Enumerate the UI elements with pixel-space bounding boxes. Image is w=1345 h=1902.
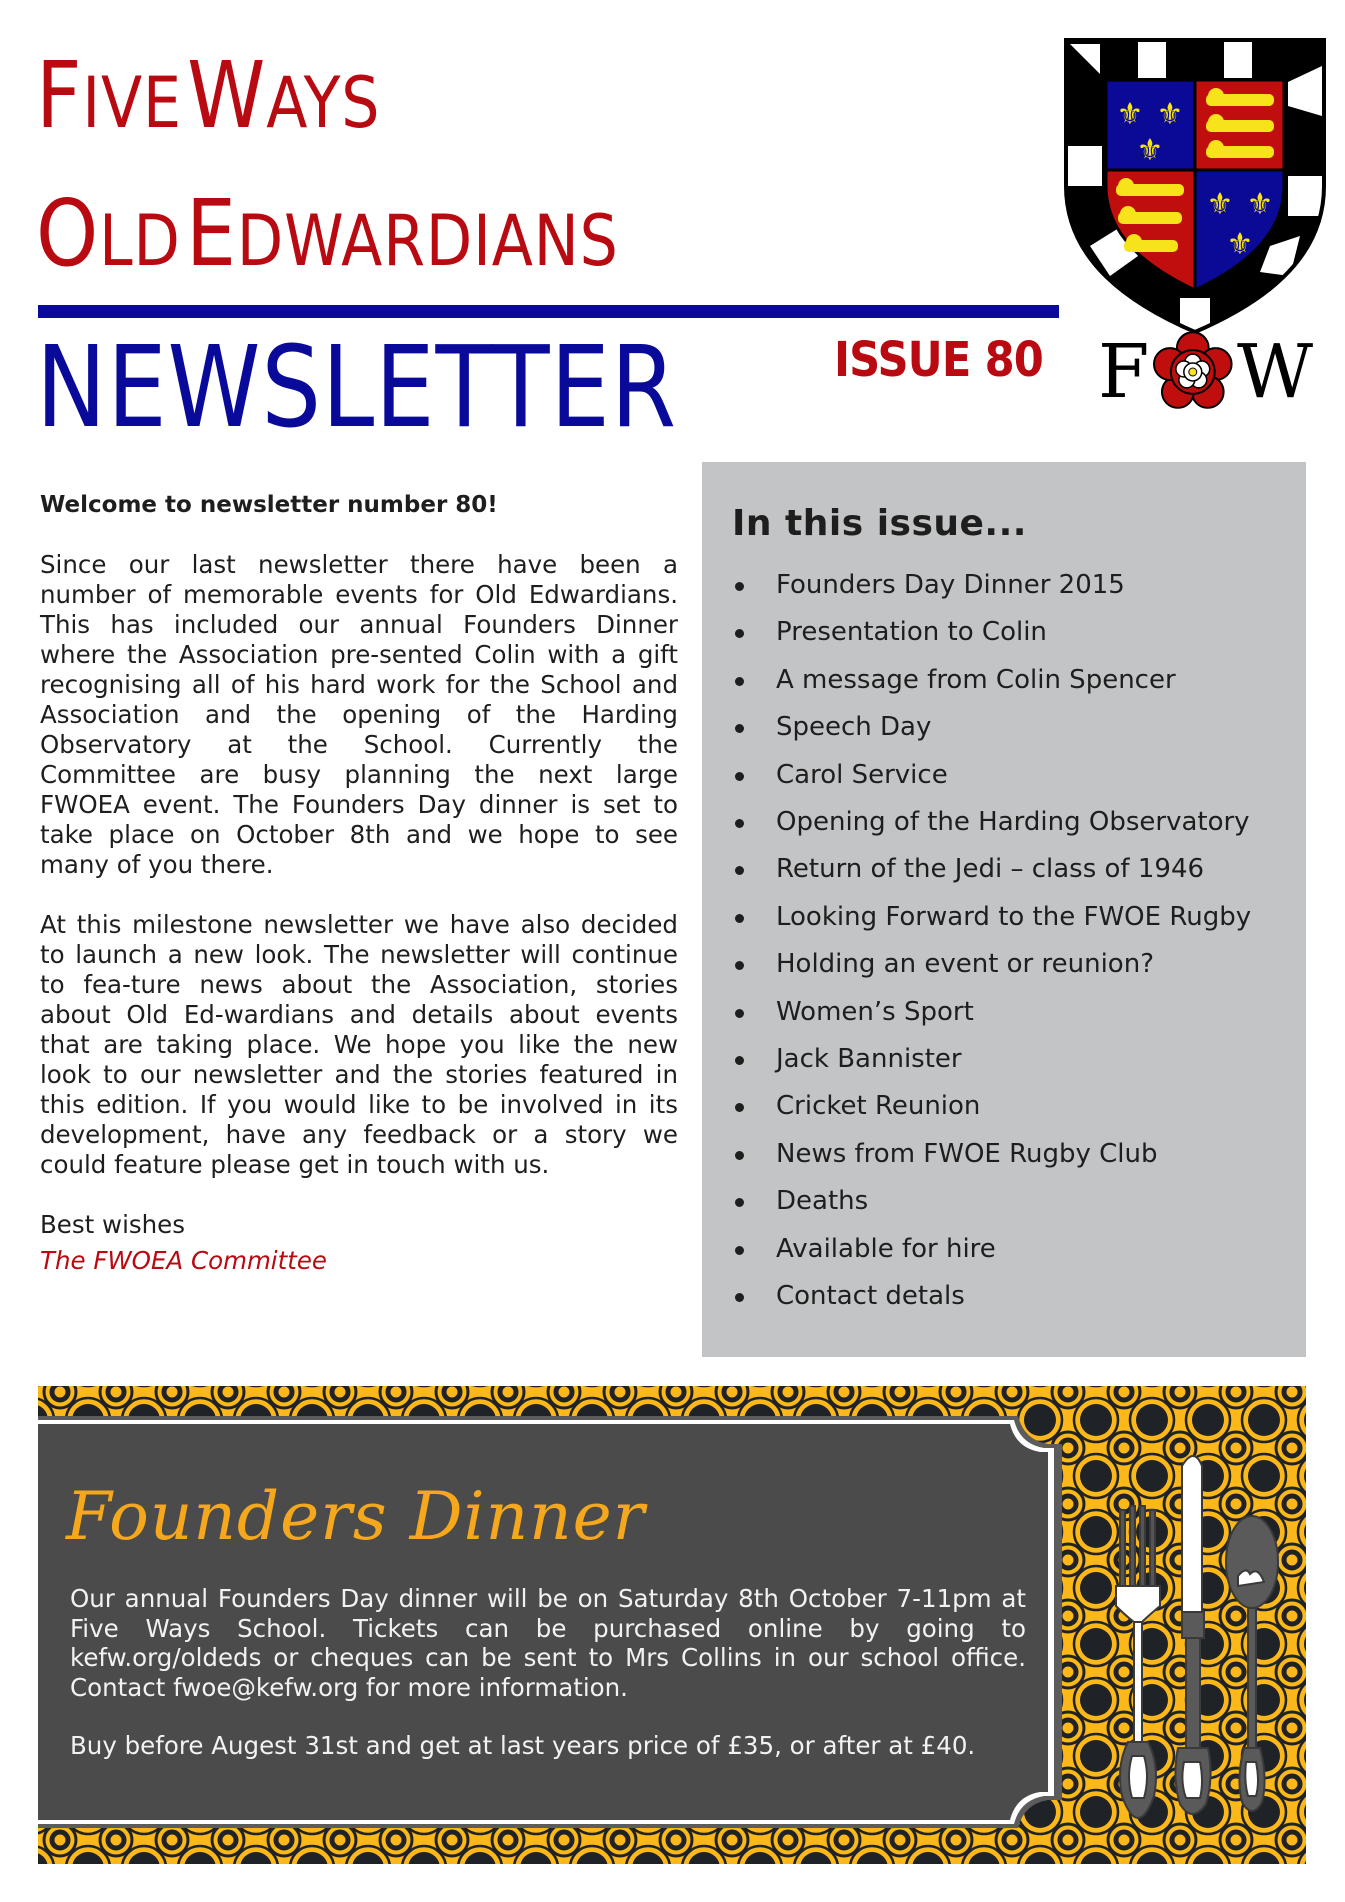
svg-text:⚜: ⚜ <box>1136 133 1164 168</box>
toc-item[interactable] <box>732 704 1282 751</box>
toc-item[interactable] <box>732 1131 1282 1178</box>
toc-heading: In this issue... <box>732 503 1027 544</box>
title-word-part: IVE <box>82 62 182 144</box>
toc-item-label: Holding an event or reunion? <box>776 949 1154 980</box>
toc-item[interactable] <box>732 1273 1282 1320</box>
title-initial: F <box>36 42 83 149</box>
logo-letter-f: F <box>1098 329 1150 415</box>
toc-item-label: Contact detals <box>776 1281 965 1312</box>
toc-item[interactable] <box>732 894 1282 941</box>
toc-item[interactable] <box>732 1178 1282 1225</box>
title-initial: E <box>186 180 237 287</box>
bullet-icon <box>735 819 744 828</box>
svg-text:⚜: ⚜ <box>1156 97 1184 132</box>
toc-item-label: Available for hire <box>776 1233 996 1264</box>
banner-paragraph: Our annual Founders Day dinner will be on Saturday 8th October 7-11pm at Five Ways School. Tickets can be purchased online by going to kefw.org/oldeds or cheques can be sent to Mrs Collins in our school office. Contact fwoe@kefw.org for more information. <box>70 1584 1026 1702</box>
bullet-icon <box>735 629 744 638</box>
toc-item[interactable] <box>732 846 1282 893</box>
toc-list <box>732 562 1282 1321</box>
bullet-icon <box>735 1246 744 1255</box>
bullet-icon <box>735 582 744 591</box>
toc-item[interactable] <box>732 941 1282 988</box>
masthead-title-line-2 <box>36 180 619 287</box>
toc-item-label: Deaths <box>776 1186 869 1217</box>
toc-item-label: Founders Day Dinner 2015 <box>776 570 1125 600</box>
bullet-icon <box>735 772 744 781</box>
logo-letter-w: W <box>1236 329 1313 415</box>
toc-item[interactable] <box>732 657 1282 704</box>
banner-paragraph: Buy before Augest 31st and get at last years price of £35, or after at £40. <box>70 1731 976 1760</box>
title-word-part: DWARDIANS <box>236 200 619 282</box>
banner-body <box>70 1584 1026 1790</box>
toc-item-label: Return of the Jedi – class of 1946 <box>776 854 1205 885</box>
title-word-part: AYS <box>266 62 381 144</box>
founders-dinner-banner <box>38 1386 1306 1864</box>
svg-text:⚜: ⚜ <box>1116 97 1144 132</box>
toc-item[interactable] <box>732 1226 1282 1273</box>
cutlery-icon <box>1098 1426 1288 1826</box>
toc-item-label: Opening of the Harding Observatory <box>776 807 1250 838</box>
toc-item[interactable] <box>732 562 1282 609</box>
school-crest-icon <box>1060 36 1330 336</box>
toc-item[interactable] <box>732 1036 1282 1083</box>
bullet-icon <box>735 866 744 875</box>
intro-heading: Welcome to newsletter number 80! <box>40 492 498 518</box>
bullet-icon <box>735 1198 744 1207</box>
intro-section <box>40 490 678 1276</box>
toc-item[interactable] <box>732 1083 1282 1130</box>
issue-number: ISSUE 80 <box>834 332 1043 388</box>
toc-item-label: A message from Colin Spencer <box>776 664 1176 695</box>
svg-text:⚜: ⚜ <box>1226 227 1254 262</box>
toc-item-label: Looking Forward to the FWOE Rugby <box>776 901 1252 932</box>
bullet-icon <box>735 677 744 686</box>
toc-item-label: Cricket Reunion <box>776 1091 981 1122</box>
sign-off: Best wishes <box>40 1210 186 1239</box>
toc-item-label: Women’s Sport <box>776 996 974 1027</box>
fow-logo <box>1098 328 1313 416</box>
toc-item-label: News from FWOE Rugby Club <box>776 1138 1158 1169</box>
bullet-icon <box>735 914 744 923</box>
bullet-icon <box>735 1103 744 1112</box>
svg-text:⚜: ⚜ <box>1246 187 1274 222</box>
toc-item[interactable] <box>732 989 1282 1036</box>
masthead-divider <box>38 305 1059 318</box>
bullet-icon <box>735 1151 744 1160</box>
bullet-icon <box>735 961 744 970</box>
intro-paragraph: Since our last newsletter there have been a number of memorable events for Old Edwardians. This has included our annual Founders Dinner where the Association pre-sented Colin with a gift recognising all of his hard work for the School and Association and the opening of the Harding Observatory at the School. Currently the Committee are busy planning the next large FWOEA event. The Founders Day dinner is set to take place on October 8th and we hope to see many of you there. <box>40 550 678 879</box>
bullet-icon <box>735 724 744 733</box>
masthead-title-line-1 <box>36 42 381 149</box>
toc-item[interactable] <box>732 752 1282 799</box>
bullet-icon <box>735 1293 744 1302</box>
signature: The FWOEA Committee <box>40 1246 327 1275</box>
toc-item-label: Carol Service <box>776 759 948 790</box>
bullet-icon <box>735 1009 744 1018</box>
intro-paragraph: At this milestone newsletter we have also decided to launch a new look. The newsletter will continue to fea-ture news about the Association, stories about Old Ed-wardians and details about events that are taking place. We hope you like the new look to our newsletter and the stories featured in this edition. If you would like to be involved in its development, have any feedback or a story we could feature please get in touch with us. <box>40 910 678 1179</box>
title-initial: O <box>36 180 100 287</box>
bullet-icon <box>735 1056 744 1065</box>
toc-item-label: Jack Bannister <box>776 1044 962 1075</box>
toc-item[interactable] <box>732 799 1282 846</box>
tudor-rose-icon <box>1153 332 1233 412</box>
toc-item-label: Speech Day <box>776 712 932 743</box>
title-initial: W <box>187 42 267 149</box>
newsletter-heading: NEWSLETTER <box>36 323 677 453</box>
title-word-part: LD <box>99 200 181 282</box>
in-this-issue-box <box>702 462 1306 1357</box>
svg-text:⚜: ⚜ <box>1206 187 1234 222</box>
toc-item-label: Presentation to Colin <box>776 617 1047 648</box>
banner-title: Founders Dinner <box>66 1478 646 1555</box>
banner-text-panel <box>38 1416 1062 1828</box>
toc-item[interactable] <box>732 609 1282 656</box>
